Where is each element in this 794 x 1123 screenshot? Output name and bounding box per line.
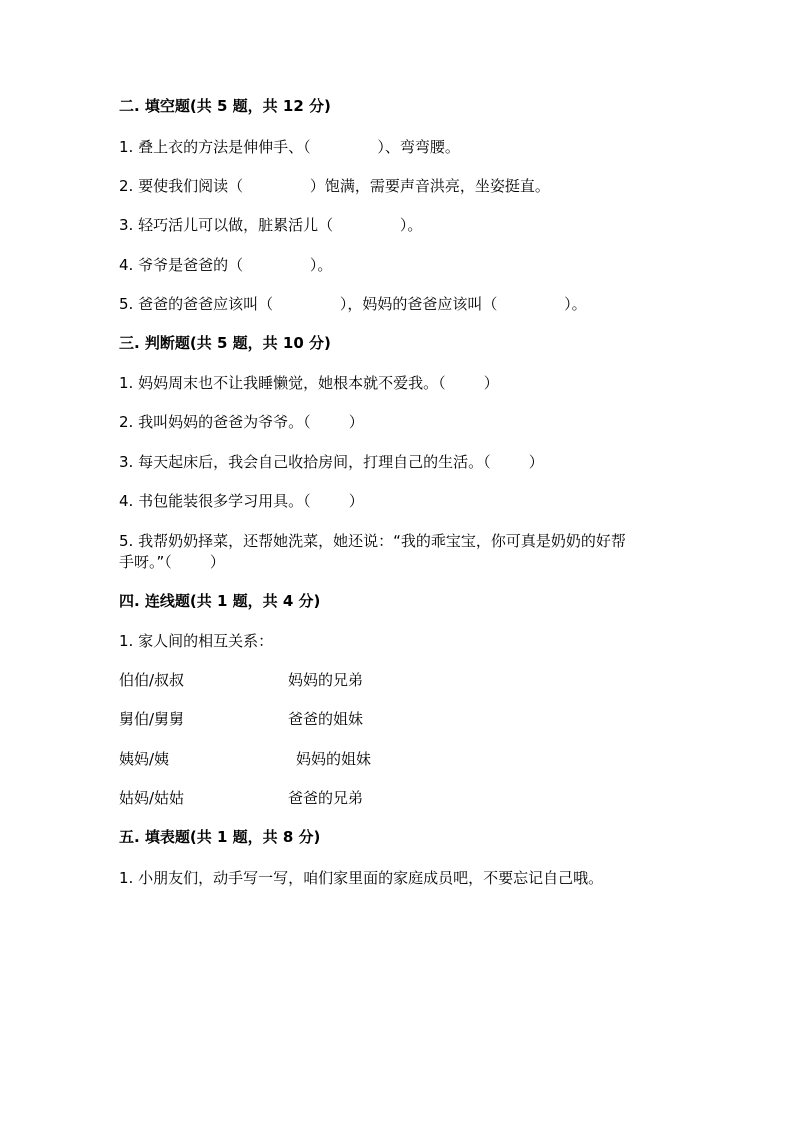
question-text: 4. 书包能装很多学习用具。（ ） xyxy=(119,492,364,510)
match-left-item: 姑妈/姑姑 xyxy=(119,789,185,807)
question-text: 1. 小朋友们，动手写一写，咱们家里面的家庭成员吧，不要忘记自己哦。 xyxy=(119,869,604,887)
section-heading-matching: 四. 连线题(共 1 题，共 4 分) xyxy=(119,592,321,610)
question-text: 3. 每天起床后，我会自己收拾房间，打理自己的生活。（ ） xyxy=(119,453,544,471)
match-right-item: 妈妈的兄弟 xyxy=(288,671,364,689)
section-heading-fill-in: 二. 填空题(共 5 题，共 12 分) xyxy=(119,97,331,115)
question-text: 5. 我帮奶奶择菜，还帮她洗菜，她还说：“我的乖宝宝，你可真是奶奶的好帮 xyxy=(119,532,626,550)
match-left-item: 伯伯/叔叔 xyxy=(119,671,185,689)
question-text: 2. 要使我们阅读（ ）饱满，需要声音洪亮，坐姿挺直。 xyxy=(119,177,550,195)
match-right-item: 妈妈的姐妹 xyxy=(296,750,372,768)
section-heading-true-false: 三. 判断题(共 5 题，共 10 分) xyxy=(119,334,331,352)
match-right-item: 爸爸的兄弟 xyxy=(288,789,364,807)
question-text: 2. 我叫妈妈的爸爸为爷爷。（ ） xyxy=(119,413,364,431)
match-left-item: 舅伯/舅舅 xyxy=(119,710,185,728)
question-text: 5. 爸爸的爸爸应该叫（ ），妈妈的爸爸应该叫（ ）。 xyxy=(119,295,587,313)
question-text: 1. 叠上衣的方法是伸伸手、（ ）、弯弯腰。 xyxy=(119,138,460,156)
question-text: 1. 妈妈周末也不让我睡懒觉，她根本就不爱我。（ ） xyxy=(119,374,499,392)
question-text: 4. 爷爷是爸爸的（ ）。 xyxy=(119,256,333,274)
question-text: 1. 家人间的相互关系： xyxy=(119,632,274,650)
question-text: 3. 轻巧活儿可以做，脏累活儿（ ）。 xyxy=(119,216,423,234)
match-right-item: 爸爸的姐妹 xyxy=(288,710,364,728)
question-text-continued: 手呀。”（ ） xyxy=(119,553,225,571)
section-heading-fill-table: 五. 填表题(共 1 题，共 8 分) xyxy=(119,828,321,846)
match-left-item: 姨妈/姨 xyxy=(119,750,170,768)
